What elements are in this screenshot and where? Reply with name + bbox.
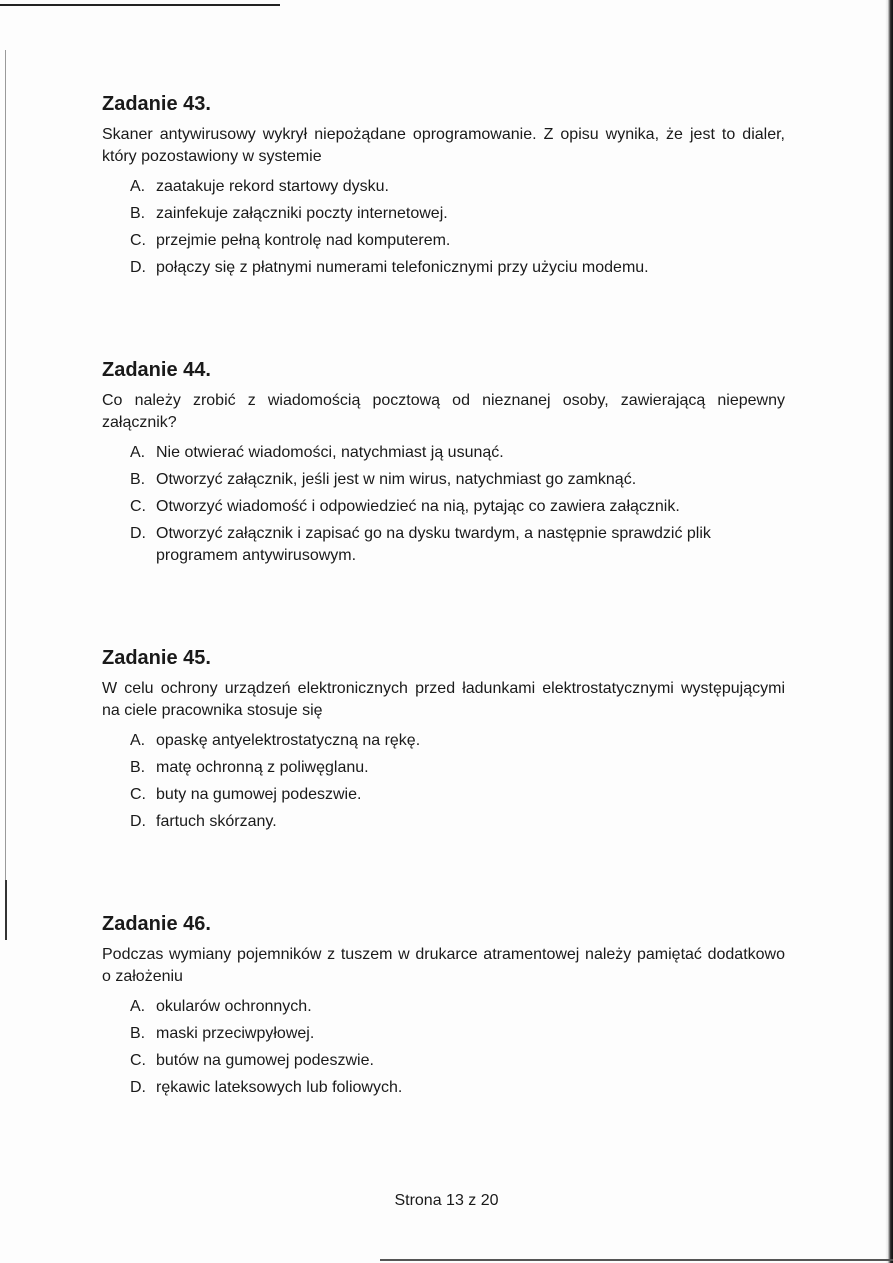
answer-option-c: [130, 1050, 785, 1072]
option-text: buty na gumowej podeszwie.: [156, 786, 362, 803]
task-45: [102, 646, 785, 838]
task-question: W celu ochrony urządzeń elektronicznych przed ładunkami elektrostatycznymi występującymi na ciele pracownika stosuje się: [102, 680, 785, 719]
option-letter: C.: [130, 1052, 146, 1069]
answer-option-a: [130, 996, 785, 1018]
option-text: Otworzyć załącznik, jeśli jest w nim wirus, natychmiast go zamknąć.: [156, 471, 637, 488]
task-title: Zadanie 46.: [102, 913, 211, 935]
option-text: rękawic lateksowych lub foliowych.: [156, 1079, 403, 1096]
scan-artifact-top-line: [0, 4, 280, 6]
answer-option-d: [130, 811, 785, 833]
task-title: Zadanie 45.: [102, 647, 211, 669]
option-letter: D.: [130, 259, 146, 276]
answer-option-d: [130, 257, 785, 279]
answer-option-b: [130, 203, 785, 225]
option-letter: B.: [130, 471, 146, 488]
answer-option-d: [130, 523, 785, 567]
option-letter: B.: [130, 1025, 146, 1042]
option-letter: B.: [130, 205, 146, 222]
scan-artifact-left-edge: [5, 50, 6, 910]
answer-option-d: [130, 1077, 785, 1099]
option-text: połączy się z płatnymi numerami telefonicznymi przy użyciu modemu.: [156, 259, 649, 276]
option-letter: C.: [130, 786, 146, 803]
page-number: Strona 13 z 20: [394, 1192, 499, 1209]
answer-option-a: [130, 442, 785, 464]
option-text: zainfekuje załączniki poczty internetowej.: [156, 205, 448, 222]
option-text: Otworzyć załącznik i zapisać go na dysku twardym, a następnie sprawdzić plik programem antywirusowym.: [156, 525, 711, 564]
option-letter: B.: [130, 759, 146, 776]
option-letter: D.: [130, 1079, 146, 1096]
answer-option-b: [130, 1023, 785, 1045]
answer-options: [102, 442, 785, 567]
option-text: Otworzyć wiadomość i odpowiedzieć na nią, pytając co zawiera załącznik.: [156, 498, 680, 515]
option-text: matę ochronną z poliwęglanu.: [156, 759, 369, 776]
answer-option-b: [130, 469, 785, 491]
answer-options: [102, 996, 785, 1099]
answer-options: [102, 730, 785, 833]
option-text: Nie otwierać wiadomości, natychmiast ją usunąć.: [156, 444, 504, 461]
task-title: Zadanie 43.: [102, 93, 211, 115]
answer-option-c: [130, 230, 785, 252]
option-text: okularów ochronnych.: [156, 998, 312, 1015]
task-43: [102, 92, 785, 284]
option-text: butów na gumowej podeszwie.: [156, 1052, 374, 1069]
option-text: zaatakuje rekord startowy dysku.: [156, 178, 389, 195]
scan-artifact-bottom-line: [380, 1259, 893, 1261]
option-letter: A.: [130, 444, 146, 461]
scan-artifact-left-mark: [5, 880, 7, 940]
task-question: Co należy zrobić z wiadomością pocztową od nieznanej osoby, zawierającą niepewny załącznik?: [102, 392, 785, 431]
task-44: [102, 358, 785, 572]
option-text: przejmie pełną kontrolę nad komputerem.: [156, 232, 451, 249]
task-question: Podczas wymiany pojemników z tuszem w drukarce atramentowej należy pamiętać dodatkowo o założeniu: [102, 946, 785, 985]
option-letter: A.: [130, 998, 146, 1015]
task-question: Skaner antywirusowy wykrył niepożądane oprogramowanie. Z opisu wynika, że jest to dialer, który pozostawiony w systemie: [102, 126, 785, 165]
option-letter: C.: [130, 498, 146, 515]
option-text: maski przeciwpyłowej.: [156, 1025, 315, 1042]
option-letter: C.: [130, 232, 146, 249]
option-letter: D.: [130, 525, 146, 542]
option-letter: A.: [130, 732, 146, 749]
answer-option-c: [130, 496, 785, 518]
answer-option-c: [130, 784, 785, 806]
option-text: fartuch skórzany.: [156, 813, 277, 830]
task-46: [102, 912, 785, 1104]
answer-option-b: [130, 757, 785, 779]
option-letter: A.: [130, 178, 146, 195]
answer-option-a: [130, 176, 785, 198]
task-title: Zadanie 44.: [102, 359, 211, 381]
answer-options: [102, 176, 785, 279]
option-letter: D.: [130, 813, 146, 830]
answer-option-a: [130, 730, 785, 752]
scan-artifact-right-edge: [885, 0, 893, 1263]
option-text: opaskę antyelektrostatyczną na rękę.: [156, 732, 421, 749]
